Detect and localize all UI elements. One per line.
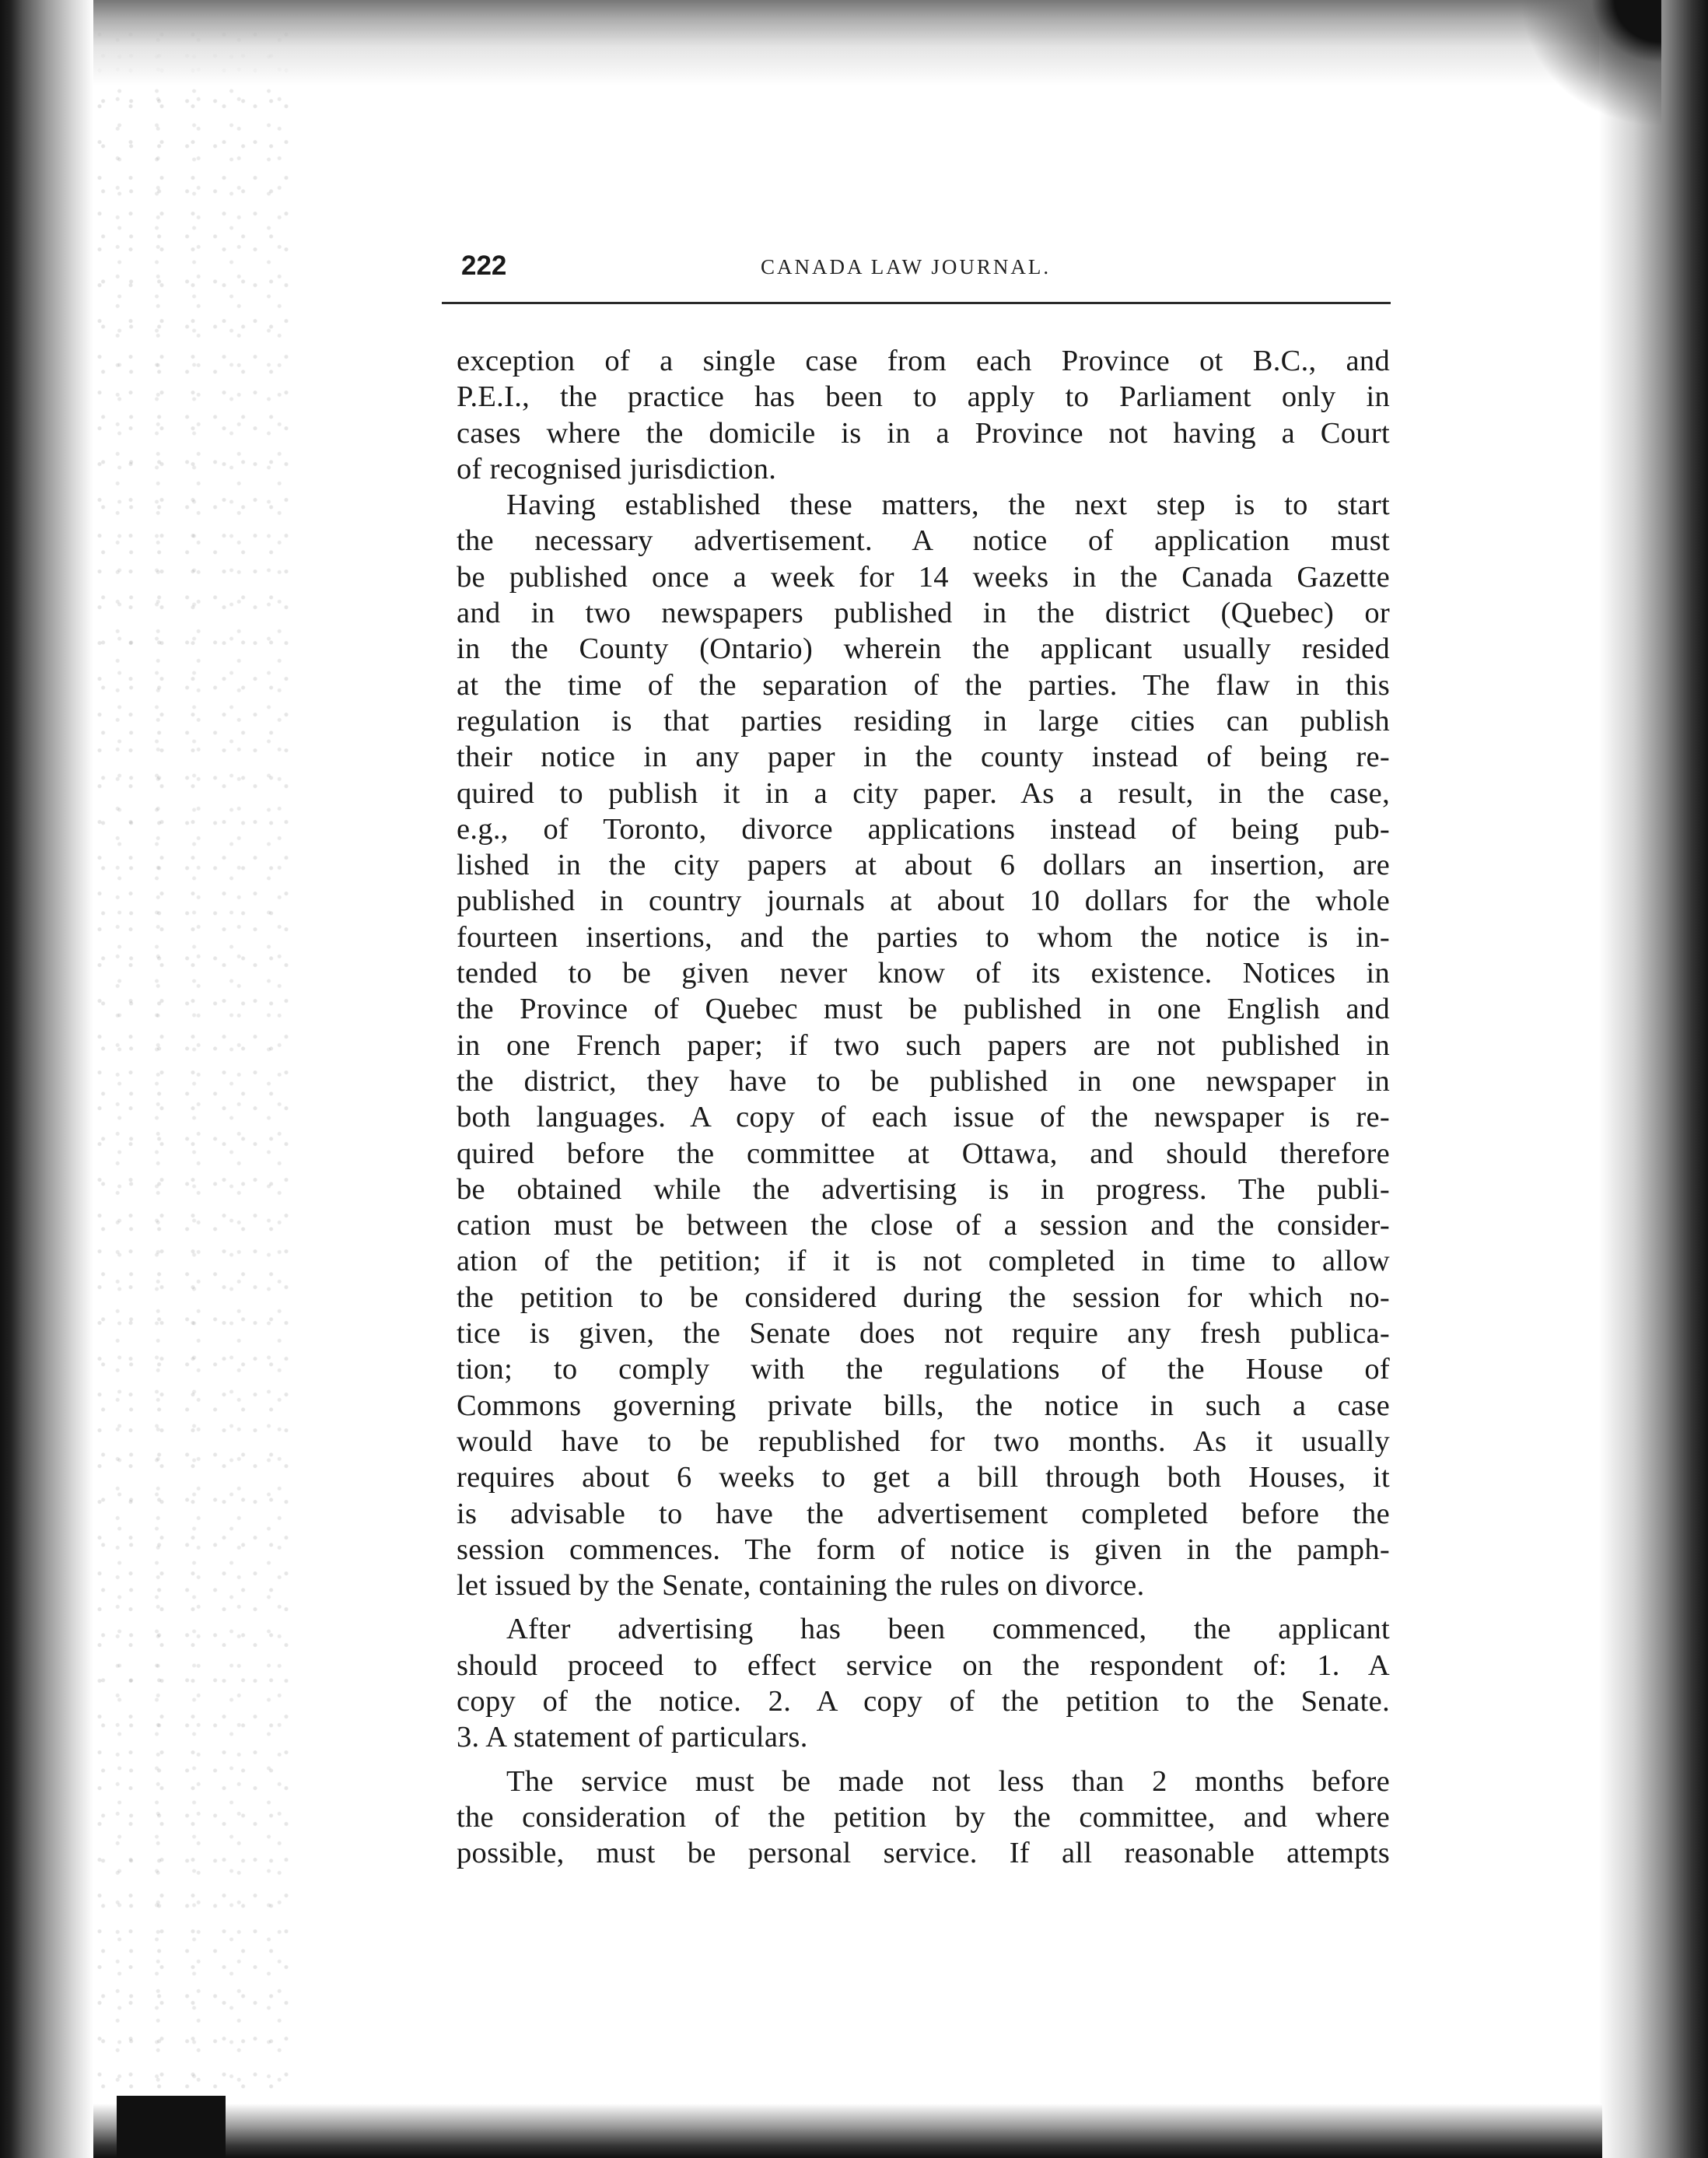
text-line: at the time of the separation of the parties. The flaw in this <box>457 668 1390 702</box>
text-line: the district, they have to be published in one newspaper in <box>457 1064 1390 1098</box>
text-line: tion; to comply with the regulations of the House of <box>457 1353 1390 1386</box>
text-line: Having established these matters, the next step is to start <box>506 489 1390 522</box>
text-line: in the County (Ontario) wherein the applicant usually resided <box>457 632 1390 666</box>
text-line: their notice in any paper in the county instead of being re- <box>457 741 1390 774</box>
text-line: would have to be republished for two months. As it usually <box>457 1424 1390 1458</box>
text-line: in one French paper; if two such papers are not published in <box>457 1028 1390 1062</box>
text-line: should proceed to effect service on the respondent of: 1. A <box>457 1648 1390 1682</box>
text-line: the consideration of the petition by the committee, and where <box>457 1800 1390 1834</box>
text-line: let issued by the Senate, containing the rules on divorce. <box>457 1569 1145 1603</box>
scan-border-top <box>93 0 1602 86</box>
text-line: the necessary advertisement. A notice of application must <box>457 524 1390 558</box>
text-line: ation of the petition; if it is not completed in time to allow <box>457 1245 1390 1278</box>
scan-border-bottom <box>93 2104 1602 2158</box>
scan-corner-bottom-left <box>117 2096 226 2158</box>
text-line: tice is given, the Senate does not require any fresh publica- <box>457 1317 1390 1351</box>
text-line: 3. A statement of particulars. <box>457 1721 808 1754</box>
text-line: tended to be given never know of its existence. Notices in <box>457 957 1390 990</box>
text-line: is advisable to have the advertisement completed before the <box>457 1497 1390 1530</box>
text-line: e.g., of Toronto, divorce applications instead of being pub- <box>457 812 1390 846</box>
text-line: After advertising has been commenced, the applicant <box>506 1613 1390 1646</box>
text-line: exception of a single case from each Province ot B.C., and <box>457 345 1390 377</box>
running-head <box>461 250 1395 289</box>
text-line: quired before the committee at Ottawa, and should therefore <box>457 1137 1390 1170</box>
body-text <box>457 343 1390 1871</box>
text-line: session commences. The form of notice is given in the pamph- <box>457 1533 1390 1566</box>
scan-corner-top-right <box>1506 0 1661 140</box>
text-line: be published once a week for 14 weeks in the Canada Gazette <box>457 560 1390 594</box>
text-line: be obtained while the advertising is in progress. The publi- <box>457 1172 1390 1206</box>
page-number: 222 <box>461 250 507 281</box>
header-rule <box>442 302 1391 304</box>
text-line: possible, must be personal service. If all reasonable attempts <box>457 1837 1390 1870</box>
text-line: lished in the city papers at about 6 dollars an insertion, are <box>457 849 1390 882</box>
text-line: The service must be made not less than 2 months before <box>506 1764 1390 1798</box>
text-line: of recognised jurisdiction. <box>457 452 777 485</box>
scan-border-left <box>0 0 93 2158</box>
scan-speckle <box>93 31 296 2132</box>
text-line: cation must be between the close of a session and the consider- <box>457 1209 1390 1242</box>
text-line: copy of the notice. 2. A copy of the petition to the Senate. <box>457 1684 1390 1718</box>
text-line: requires about 6 weeks to get a bill through both Houses, it <box>457 1461 1390 1494</box>
journal-title: CANADA LAW JOURNAL. <box>761 255 1052 279</box>
text-line: and in two newspapers published in the district (Quebec) or <box>457 597 1390 630</box>
text-line: published in country journals at about 10 dollars for the whole <box>457 885 1390 918</box>
text-line: fourteen insertions, and the parties to whom the notice is in- <box>457 920 1390 954</box>
scan-border-right <box>1599 0 1708 2158</box>
text-line: Commons governing private bills, the notice in such a case <box>457 1389 1390 1422</box>
text-line: quired to publish it in a city paper. As a result, in the case, <box>457 776 1390 810</box>
text-line: cases where the domicile is in a Province not having a Court <box>457 416 1390 450</box>
text-line: P.E.I., the practice has been to apply to Parliament only in <box>457 380 1390 414</box>
text-line: the petition to be considered during the session for which no- <box>457 1280 1390 1314</box>
text-line: the Province of Quebec must be published in one English and <box>457 993 1390 1026</box>
text-line: regulation is that parties residing in large cities can publish <box>457 704 1390 737</box>
text-line: both languages. A copy of each issue of the newspaper is re- <box>457 1101 1390 1134</box>
